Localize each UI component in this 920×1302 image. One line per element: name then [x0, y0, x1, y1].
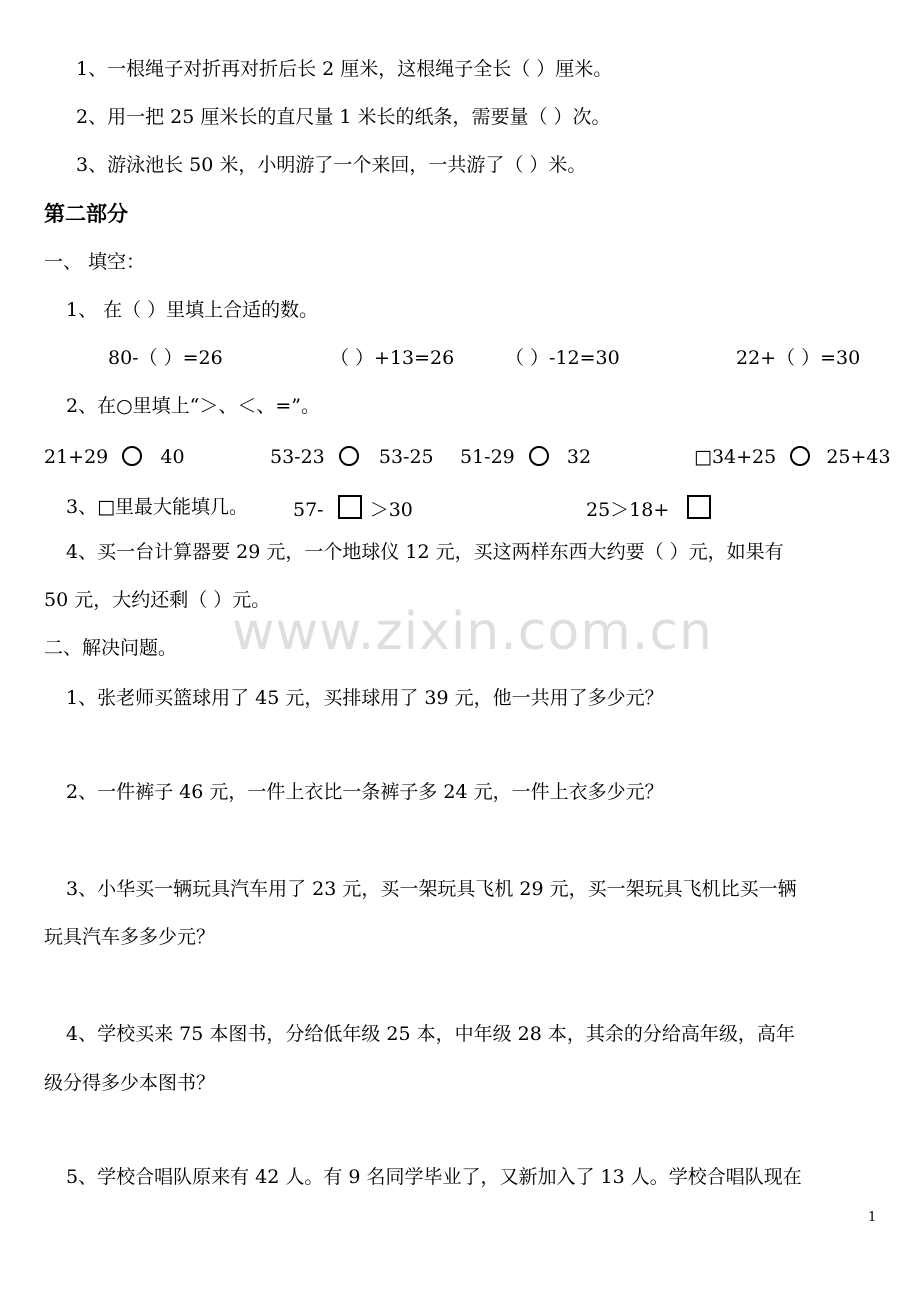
compare-item-1: [44, 445, 185, 469]
part1-q3: 3、游泳池长 50 米，小明游了一个来回，一共游了（ ）米。: [76, 154, 587, 176]
circle-blank-icon: [529, 446, 549, 466]
fill-q3-item-b: [586, 495, 711, 522]
part2-title: 第二部分: [44, 201, 128, 226]
compare-item-4: [694, 445, 891, 469]
compare-right: 25+43: [826, 446, 891, 468]
solve-q4-line2: 级分得多少本图书？: [44, 1072, 216, 1094]
compare-left: 51-29: [460, 446, 515, 468]
compare-left: 53-23: [270, 446, 325, 468]
fill-q3-label: 3、□里最大能填几。: [66, 496, 249, 518]
solve-q1: 1、张老师买篮球用了 45 元，买排球用了 39 元，他一共用了多少元？: [66, 687, 664, 709]
fill-q3-b-left: 25＞18+: [586, 499, 670, 521]
fill-q4-line1: 4、买一台计算器要 29 元，一个地球仪 12 元，买这两样东西大约要（ ）元，如果有: [66, 541, 784, 563]
fill-q1-item-2: （ ）+13=26: [330, 347, 455, 369]
solve-q3-line2: 玩具汽车多多少元？: [44, 926, 216, 948]
solve-q3-line1: 3、小华买一辆玩具汽车用了 23 元，买一架玩具飞机 29 元，买一架玩具飞机比买一辆: [66, 878, 797, 900]
square-blank-icon: [338, 495, 362, 519]
circle-blank-icon: [339, 446, 359, 466]
section2-heading: 二、解决问题。: [44, 637, 178, 659]
fill-q3-a-right: ＞30: [369, 499, 413, 521]
part1-q2: 2、用一把 25 厘米长的直尺量 1 米长的纸条，需要量（ ）次。: [76, 106, 611, 128]
circle-blank-icon: [122, 446, 142, 466]
circle-blank-icon: [790, 446, 810, 466]
compare-item-3: [460, 445, 591, 469]
fill-q4-line2: 50 元，大约还剩（ ）元。: [44, 589, 271, 611]
section1-heading: 一、 填空：: [44, 251, 146, 273]
fill-q3-item-a: [293, 495, 413, 522]
compare-right: 53-25: [378, 446, 434, 468]
solve-q5-line1: 5、学校合唱队原来有 42 人。有 9 名同学毕业了，又新加入了 13 人。学校合唱队现在: [66, 1166, 802, 1188]
fill-q3-a-left: 57-: [293, 499, 324, 521]
part1-q1: 1、一根绳子对折再对折后长 2 厘米，这根绳子全长（ ）厘米。: [76, 58, 613, 80]
compare-left: 21+29: [44, 446, 109, 468]
page-number: 1: [868, 1210, 877, 1225]
watermark: www.zixin.com.cn: [232, 602, 713, 662]
fill-q1-label: 1、 在（ ）里填上合适的数。: [66, 299, 319, 321]
fill-q1-item-4: 22+（ ）=30: [736, 347, 861, 369]
square-blank-icon: [687, 495, 711, 519]
solve-q4-line1: 4、学校买来 75 本图书，分给低年级 25 本，中年级 28 本，其余的分给高年级，高年: [66, 1023, 795, 1045]
fill-q2-label: 2、在○里填上“＞、＜、=”。: [66, 395, 321, 417]
compare-left: □34+25: [694, 446, 777, 468]
compare-right: 40: [160, 446, 185, 468]
compare-right: 32: [566, 446, 592, 468]
fill-q1-item-1: 80-（ ）=26: [108, 347, 223, 369]
compare-item-2: [270, 445, 434, 469]
fill-q1-item-3: （ ）-12=30: [505, 347, 620, 369]
solve-q2: 2、一件裤子 46 元，一件上衣比一条裤子多 24 元，一件上衣多少元？: [66, 781, 664, 803]
